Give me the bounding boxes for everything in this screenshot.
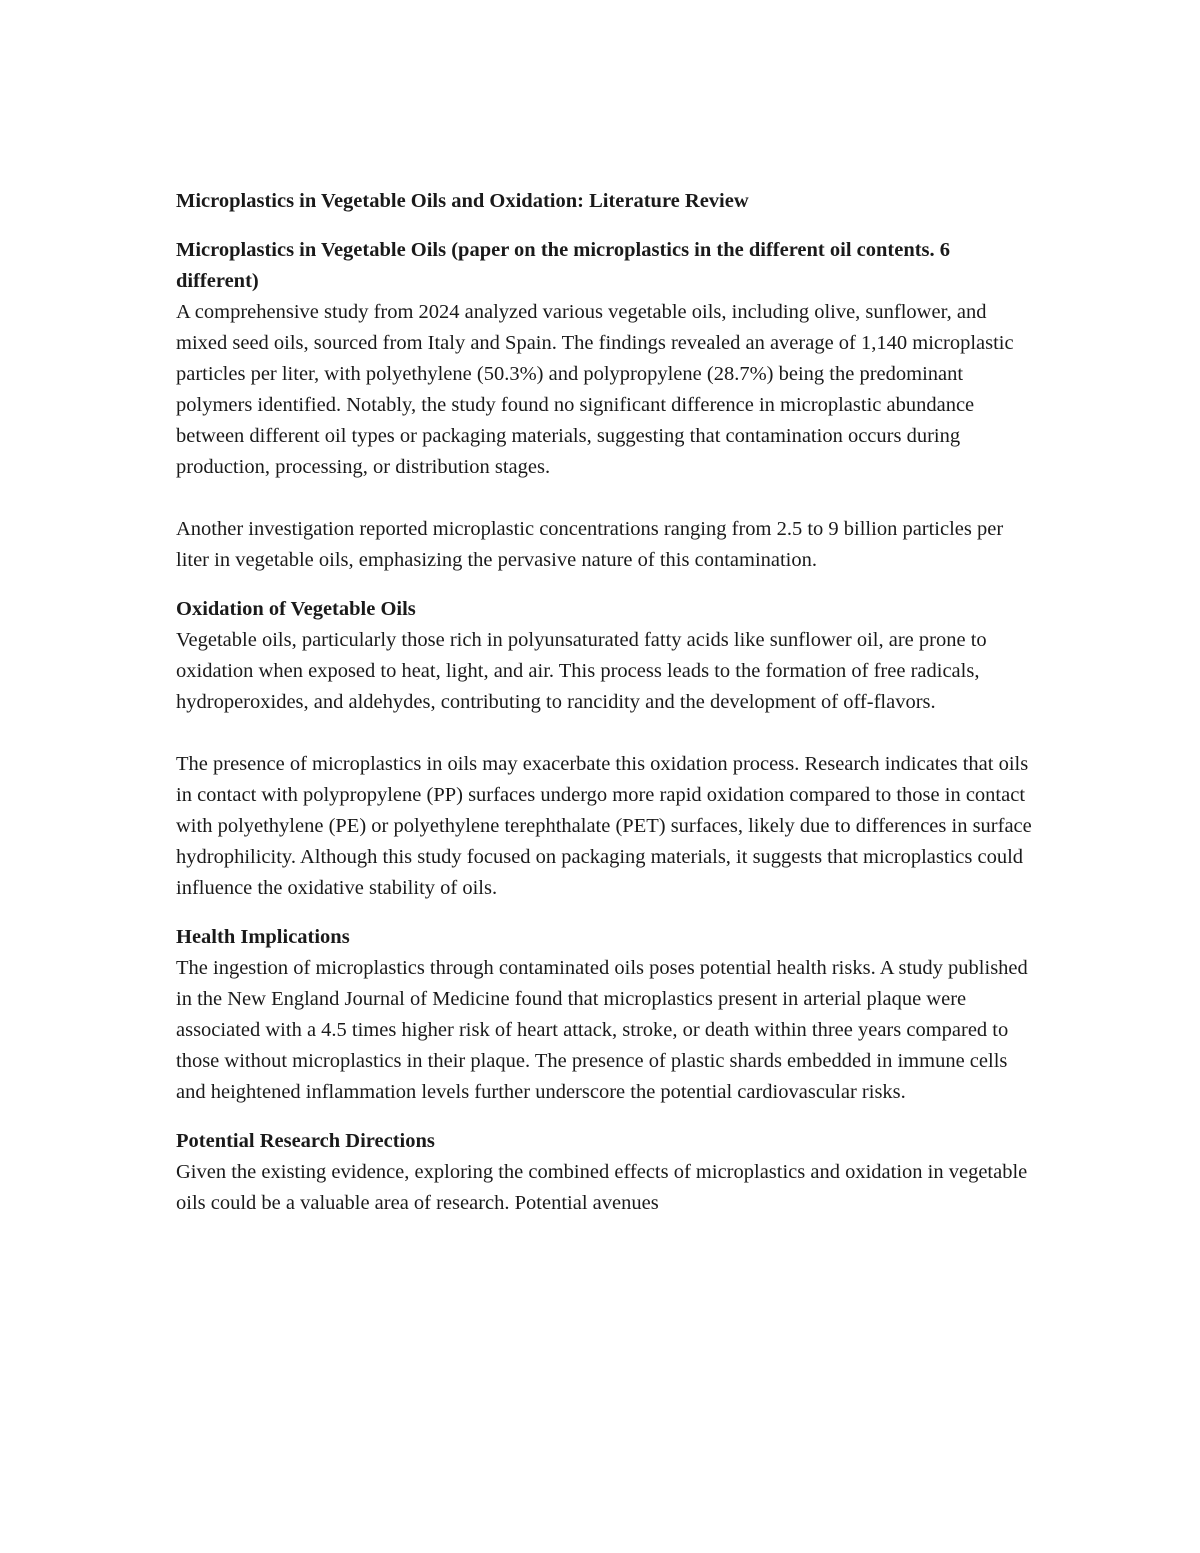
paragraph: Given the existing evidence, exploring the combined effects of microplastics and oxidation in vegetable oils could be a valuable area of research. Potential avenues — [176, 1161, 1028, 1214]
section-oxidation — [176, 594, 1036, 904]
section-health-implications — [176, 922, 1036, 1108]
section-heading: Health Implications — [176, 926, 350, 948]
paragraph-spacer — [176, 483, 1036, 514]
paragraph: A comprehensive study from 2024 analyzed various vegetable oils, including olive, sunflower, and mixed seed oils, sourced from Italy and Spain. The findings revealed an average of 1,140 microplastic particles per liter, with polyethylene (50.3%) and polypropylene (28.7%) being the predominant polymers identified. Notably, the study found no significant difference in microplastic abundance between different oil types or packaging materials, suggesting that contamination occurs during production, processing, or distribution stages. — [176, 301, 1014, 478]
paragraph: Vegetable oils, particularly those rich in polyunsaturated fatty acids like sunflower oil, are prone to oxidation when exposed to heat, light, and air. This process leads to the formation of free radicals, hydroperoxides, and aldehydes, contributing to rancidity and the development of off-flavors. — [176, 629, 987, 713]
document-title: Microplastics in Vegetable Oils and Oxidation: Literature Review — [176, 190, 749, 212]
paragraph: Another investigation reported microplastic concentrations ranging from 2.5 to 9 billion particles per liter in vegetable oils, emphasizing the pervasive nature of this contamination. — [176, 518, 1004, 571]
paragraph: The presence of microplastics in oils may exacerbate this oxidation process. Research indicates that oils in contact with polypropylene (PP) surfaces undergo more rapid oxidation compared to those in contact with polyethylene (PE) or polyethylene terephthalate (PET) surfaces, likely due to differences in surface hydrophilicity. Although this study focused on packaging materials, it suggests that microplastics could influence the oxidative stability of oils. — [176, 753, 1032, 899]
paragraph-spacer — [176, 718, 1036, 749]
section-heading: Potential Research Directions — [176, 1130, 435, 1152]
section-microplastics-in-oils — [176, 235, 1036, 576]
paragraph: The ingestion of microplastics through contaminated oils poses potential health risks. A study published in the New England Journal of Medicine found that microplastics present in arterial plaque were associated with a 4.5 times higher risk of heart attack, stroke, or death within three years compared to those without microplastics in their plaque. The presence of plastic shards embedded in immune cells and heightened inflammation levels further underscore the potential cardiovascular risks. — [176, 957, 1028, 1103]
document-body — [176, 186, 1036, 1237]
section-heading: Oxidation of Vegetable Oils — [176, 598, 416, 620]
section-heading: Microplastics in Vegetable Oils (paper on the microplastics in the different oil contents. 6 different) — [176, 239, 951, 292]
section-research-directions — [176, 1126, 1036, 1219]
